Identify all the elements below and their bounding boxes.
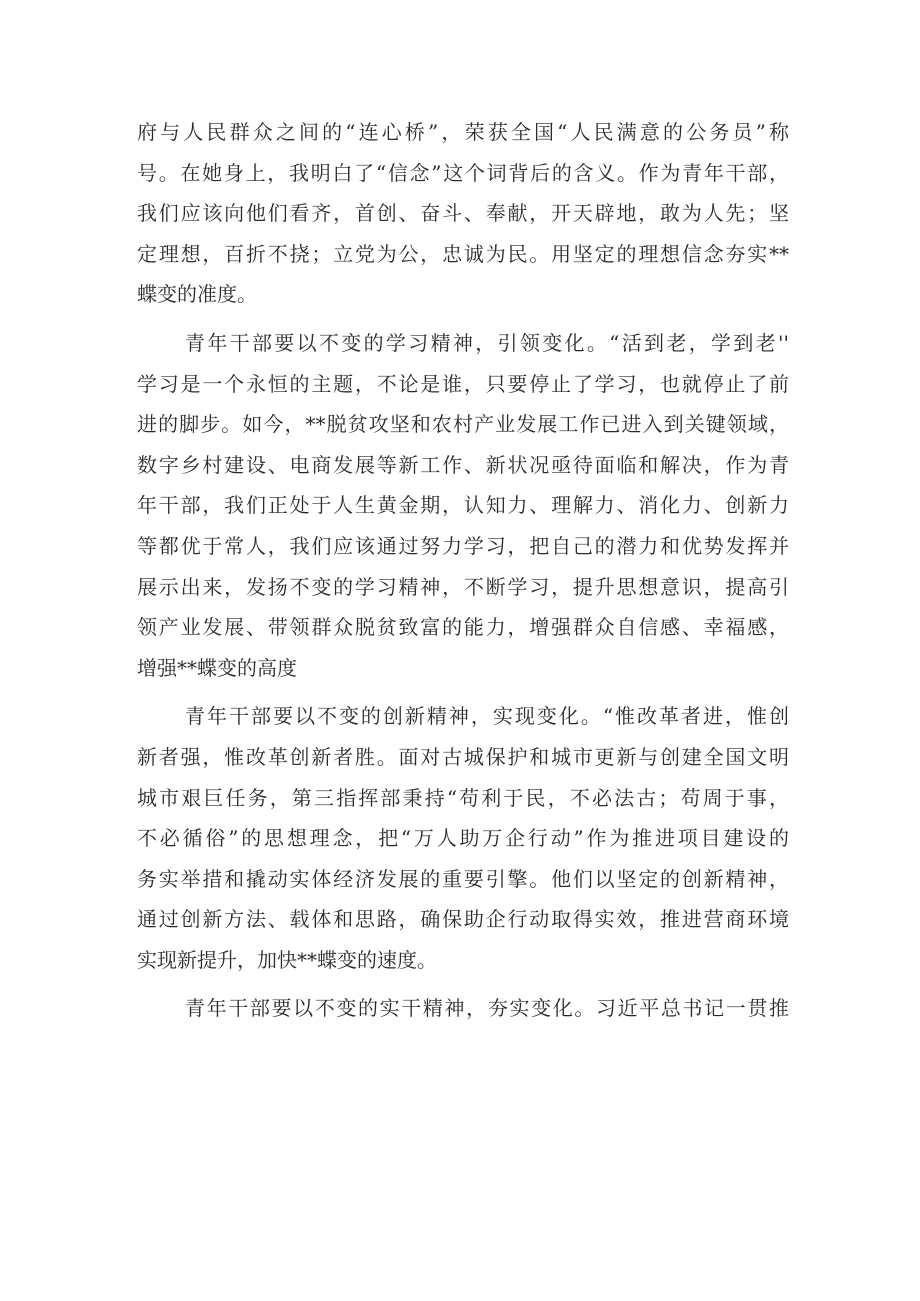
text-line: 青年干部要以不变的学习精神，引领变化。“活到老，学到老'': [185, 330, 789, 355]
text-line: 不必循俗”的思想理念，把“万人助万企行动”作为推进项目建设的: [137, 826, 789, 851]
text-line: 府与人民群众之间的“连心桥”，荣获全国“人民满意的公务员”称: [137, 120, 789, 144]
text-line: 定理想，百折不挠；立党为公，忠诚为民。用坚定的理想信念夯实**: [137, 241, 789, 266]
text-line: 城市艰巨任务，第三指挥部秉持“苟利于民，不必法古；苟周于事，: [137, 785, 789, 810]
text-line: 数字乡村建设、电商发展等新工作、新状况亟待面临和解决，作为青: [137, 452, 789, 477]
paragraph: [137, 112, 789, 315]
text-line: 展示出来，发扬不变的学习精神，不断学习，提升思想意识，提高引: [137, 574, 789, 599]
text-line: 青年干部要以不变的实干精神，夯实变化。习近平总书记一贯推: [185, 996, 789, 1021]
document-body: [137, 112, 789, 1029]
text-line: 增强**蝶变的高度: [137, 655, 297, 680]
text-line: 青年干部要以不变的创新精神，实现变化。“惟改革者进，惟创: [185, 704, 789, 729]
paragraph: [137, 696, 789, 980]
text-line: 新者强，惟改革创新者胜。面对古城保护和城市更新与创建全国文明: [137, 744, 789, 769]
text-line: 务实举措和撬动实体经济发展的重要引擎。他们以坚定的创新精神，: [137, 866, 789, 891]
paragraph: [137, 323, 789, 688]
text-line: 我们应该向他们看齐，首创、奋斗、奉献，开天辟地，敢为人先；坚: [137, 201, 789, 226]
text-line: 蝶变的准度。: [137, 282, 257, 307]
text-line: 等都优于常人，我们应该通过努力学习，把自己的潜力和优势发挥并: [137, 533, 789, 558]
text-line: 实现新提升，加快**蝶变的速度。: [137, 947, 437, 972]
text-line: 年干部，我们正处于人生黄金期，认知力、理解力、消化力、创新力: [137, 493, 789, 518]
paragraph: [137, 988, 789, 1029]
text-line: 领产业发展、带领群众脱贫致富的能力，增强群众自信感、幸福感，: [137, 615, 789, 640]
text-line: 通过创新方法、载体和思路，确保助企行动取得实效，推进营商环境: [137, 907, 789, 932]
text-line: 学习是一个永恒的主题，不论是谁，只要停止了学习，也就停止了前: [137, 371, 789, 396]
text-line: 号。在她身上，我明白了“信念”这个词背后的含义。作为青年干部，: [137, 160, 789, 185]
text-line: 进的脚步。如今，**脱贫攻坚和农村产业发展工作已进入到关键领域，: [137, 412, 789, 437]
